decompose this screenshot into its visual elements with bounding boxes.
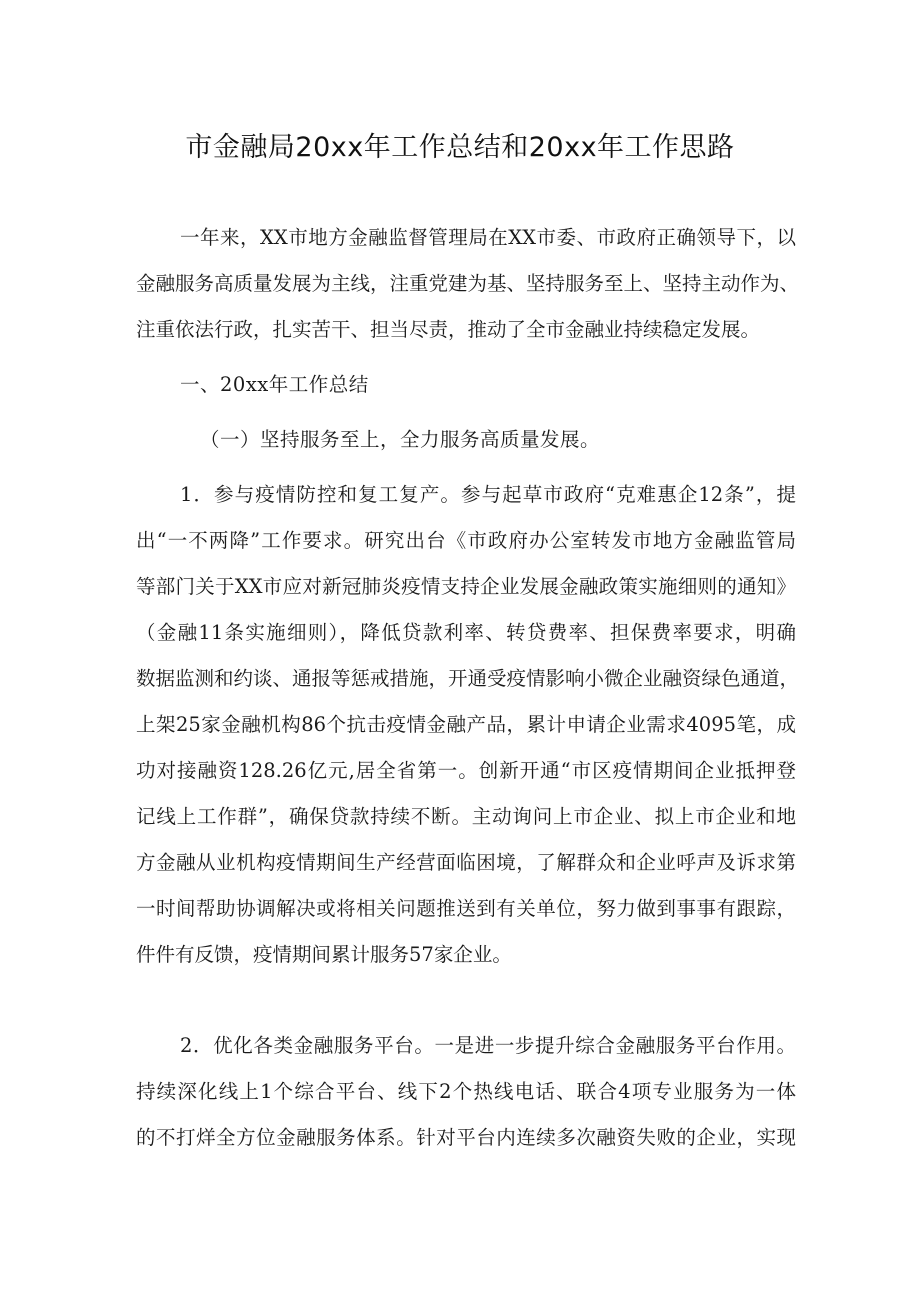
- paragraph-line: 件件有反馈，疫情期间累计服务57家企业。: [136, 943, 512, 966]
- paragraph-line: 持续深化线上1个综合平台、线下2个热线电话、联合4项专业服务为一体: [136, 1080, 796, 1103]
- document-title: 市金融局20xx年工作总结和20xx年工作思路: [185, 132, 735, 163]
- paragraph-line: 一时间帮助协调解决或将相关问题推送到有关单位，努力做到事事有跟踪，: [136, 897, 796, 920]
- paragraph-line: 方金融从业机构疫情期间生产经营面临困境，了解群众和企业呼声及诉求第: [136, 851, 796, 874]
- section-heading: 一、20xx年工作总结: [180, 373, 369, 396]
- subsection-heading: （一）坚持服务至上，全力服务高质量发展。: [200, 428, 601, 451]
- paragraph-line: 记线上工作群”，确保贷款持续不断。主动询问上市企业、拟上市企业和地: [136, 805, 796, 828]
- paragraph-line: （金融11条实施细则），降低贷款利率、转贷费率、担保费率要求，明确: [136, 621, 796, 644]
- paragraph-line: 数据监测和约谈、通报等惩戒措施，开通受疫情影响小微企业融资绿色通道，: [136, 667, 800, 690]
- paragraph-line: 功对接融资128.26亿元,居全省第一。创新开通“市区疫情期间企业抵押登: [136, 759, 796, 782]
- paragraph-line: 的不打烊全方位金融服务体系。针对平台内连续多次融资失败的企业，实现: [136, 1126, 796, 1149]
- paragraph-line: 等部门关于XX市应对新冠肺炎疫情支持企业发展金融政策实施细则的通知》: [136, 575, 796, 598]
- paragraph-line: 2．优化各类金融服务平台。一是进一步提升综合金融服务平台作用。: [180, 1034, 796, 1057]
- paragraph-line: 出“一不两降”工作要求。研究出台《市政府办公室转发市地方金融监管局: [136, 529, 796, 552]
- paragraph-line: 一年来，XX市地方金融监督管理局在XX市委、市政府正确领导下，以: [180, 226, 796, 249]
- paragraph-line: 1．参与疫情防控和复工复产。参与起草市政府“克难惠企12条”，提: [180, 483, 796, 506]
- paragraph-line: 上架25家金融机构86个抗击疫情金融产品，累计申请企业需求4095笔，成: [136, 713, 796, 736]
- paragraph-line: 注重依法行政，扎实苦干、担当尽责，推动了全市金融业持续稳定发展。: [136, 318, 761, 341]
- paragraph-line: 金融服务高质量发展为主线，注重党建为基、坚持服务至上、坚持主动作为、: [136, 272, 800, 295]
